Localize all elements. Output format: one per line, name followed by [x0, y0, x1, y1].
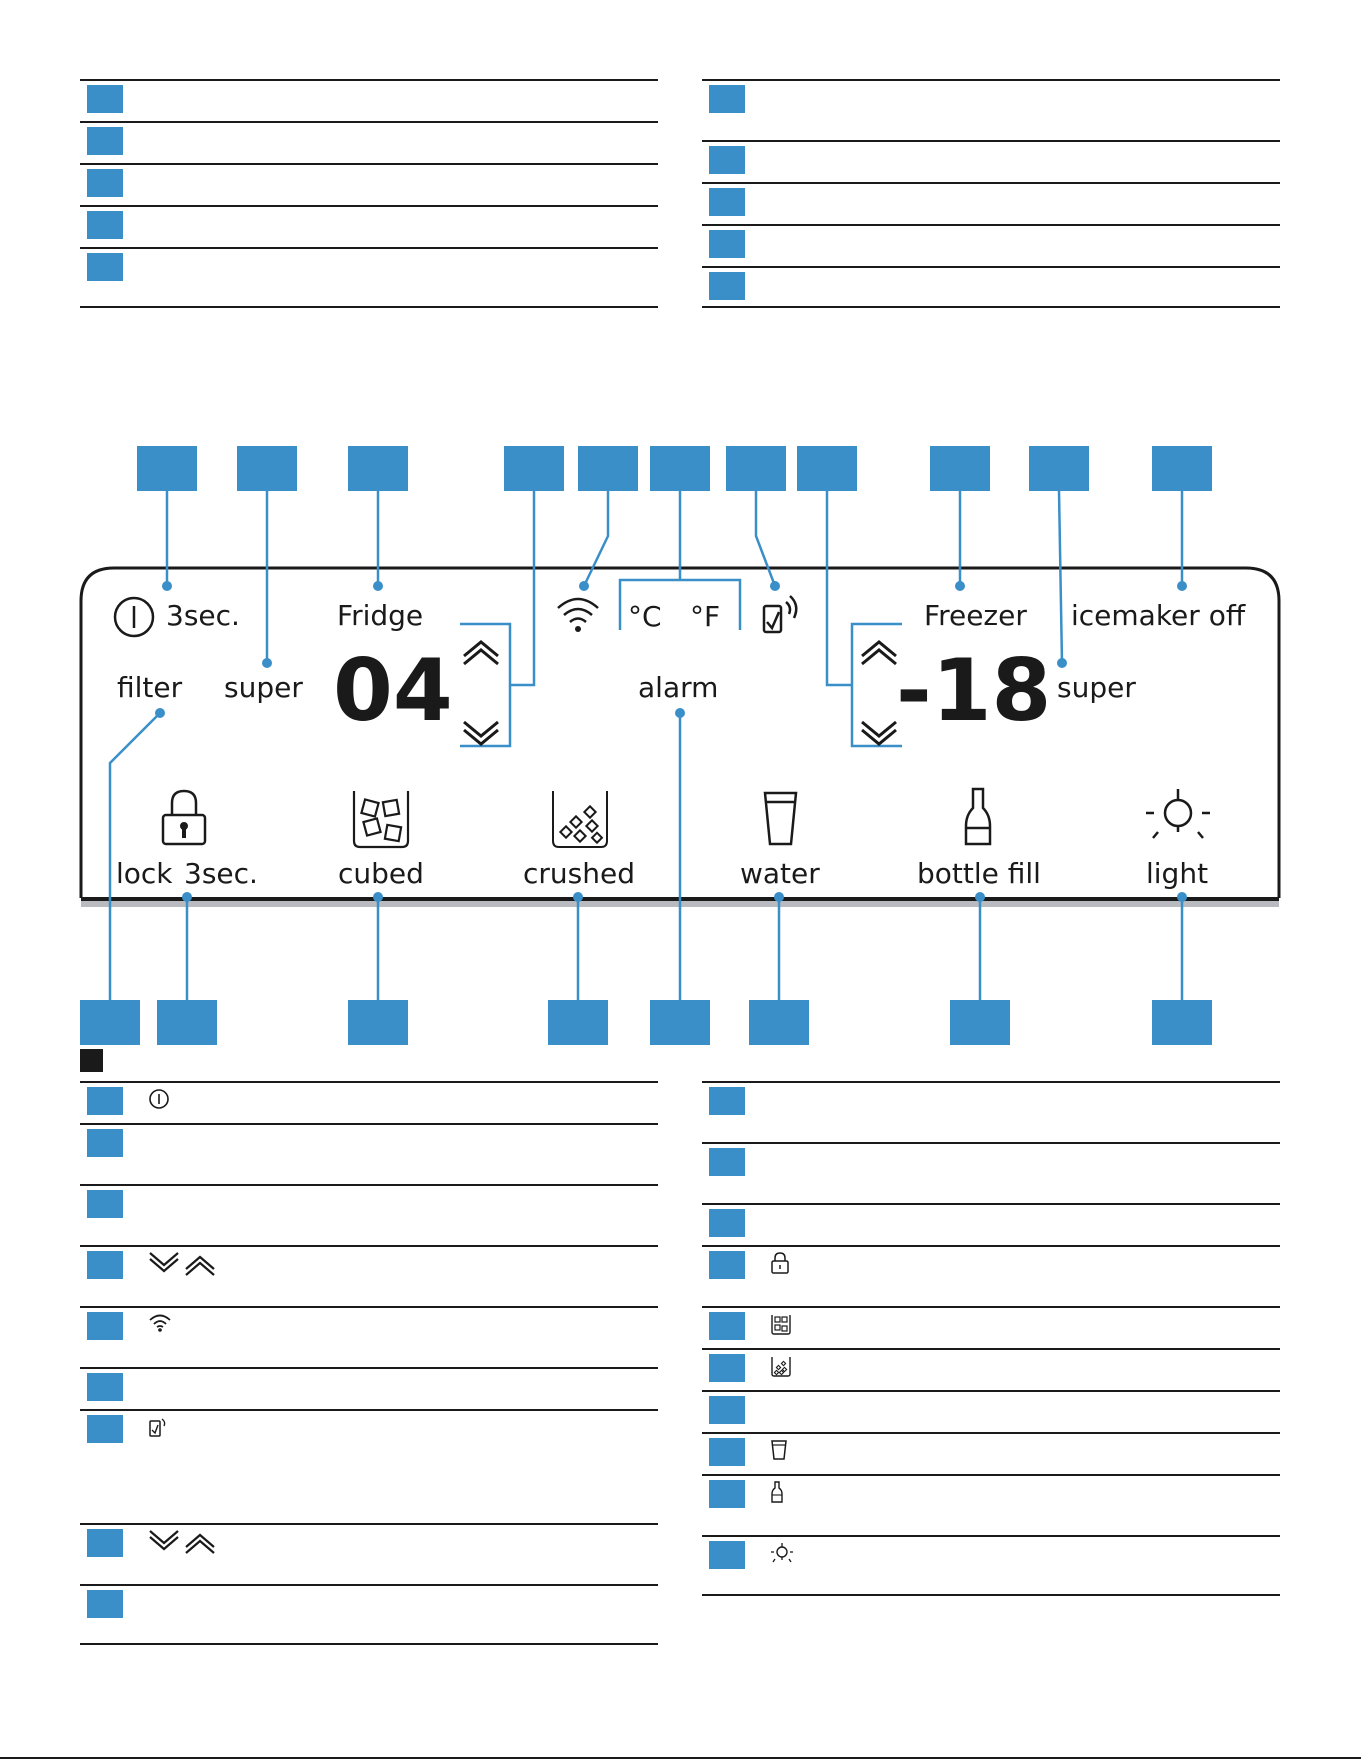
cubed-ice-icon	[770, 1313, 792, 1335]
callout-box	[1152, 446, 1212, 491]
table-row	[80, 1409, 658, 1523]
freezer-label: Freezer	[924, 599, 1027, 632]
bottle-icon	[966, 789, 990, 844]
callout-number-box	[87, 1312, 123, 1340]
callout-number-box	[709, 1087, 745, 1115]
freezer-temp-up-icon	[862, 642, 896, 664]
callout-number-box	[87, 1129, 123, 1157]
callout-box	[1029, 446, 1089, 491]
filter-label: filter	[117, 671, 183, 704]
lock-hold-label: 3sec.	[184, 857, 258, 890]
power-icon	[148, 1088, 170, 1110]
cubed-ice-icon	[354, 791, 408, 847]
callout-box	[650, 446, 710, 491]
bottom-right-table	[702, 1081, 1280, 1596]
callout-number-box	[87, 1087, 123, 1115]
keyhole-slot	[182, 828, 186, 838]
callout-number-box	[709, 1209, 745, 1237]
power-hold-label: 3sec.	[166, 599, 240, 632]
table-row	[80, 1184, 658, 1245]
chevron-up-down-icon	[148, 1530, 218, 1554]
page-bottom-rule	[0, 1757, 1361, 1759]
bottle-fill-label: bottle fill	[917, 857, 1041, 890]
callout-box	[548, 1000, 608, 1045]
callout-box	[137, 446, 197, 491]
callout-number-box	[709, 1541, 745, 1569]
light-label: light	[1146, 857, 1209, 890]
table-row	[702, 1474, 1280, 1535]
lock-label: lock	[116, 857, 173, 890]
chevron-up-down-icon	[148, 1252, 218, 1276]
crushed-label: crushed	[523, 857, 635, 890]
wifi-icon	[558, 599, 598, 622]
table-row	[80, 1306, 658, 1367]
callout-number-box	[87, 1190, 123, 1218]
water-label: water	[740, 857, 820, 890]
callout-number-box	[709, 1148, 745, 1176]
table-row	[702, 1306, 1280, 1348]
callout-number-box	[709, 1354, 745, 1382]
table-row	[702, 1535, 1280, 1596]
bottom-callouts	[80, 1000, 1212, 1045]
callout-number-box	[709, 1438, 745, 1466]
table-row	[80, 1245, 658, 1306]
callout-box	[348, 446, 408, 491]
table-row	[702, 1081, 1280, 1142]
leader-dots	[155, 581, 1187, 902]
cubed-label: cubed	[338, 857, 424, 890]
callout-box	[578, 446, 638, 491]
table-row	[80, 1123, 658, 1184]
callout-number-box	[709, 1480, 745, 1508]
crushed-ice-icon	[770, 1355, 792, 1377]
table-row	[702, 1432, 1280, 1474]
table-row	[702, 1390, 1280, 1432]
light-bulb-icon	[770, 1542, 794, 1564]
fridge-label: Fridge	[337, 599, 424, 632]
callout-box	[80, 1000, 140, 1045]
callout-box	[348, 1000, 408, 1045]
crushed-ice-icon	[553, 791, 607, 847]
wifi-dot	[575, 626, 581, 632]
water-glass-icon	[765, 793, 796, 844]
callout-box	[749, 1000, 809, 1045]
super-fridge-label: super	[224, 671, 303, 704]
table-row	[702, 1348, 1280, 1390]
callout-number-box	[709, 1396, 745, 1424]
wifi-icon	[148, 1313, 172, 1333]
light-bulb-icon	[1146, 789, 1210, 838]
water-glass-icon	[770, 1439, 788, 1461]
power-icon	[115, 598, 153, 636]
table-row	[80, 1584, 658, 1645]
top-callouts	[137, 446, 1212, 491]
table-row	[80, 1367, 658, 1409]
icemaker-off-label: icemaker off	[1071, 599, 1246, 632]
bottom-left-table	[80, 1081, 658, 1645]
phone-connect-icon	[764, 596, 796, 632]
table-row	[702, 1142, 1280, 1203]
fridge-temp-up-icon	[464, 642, 498, 664]
table-row	[702, 1245, 1280, 1306]
phone-connect-icon	[148, 1416, 170, 1438]
callout-number-box	[87, 1415, 123, 1443]
callout-box	[797, 446, 857, 491]
callout-box	[157, 1000, 217, 1045]
callout-box	[650, 1000, 710, 1045]
callout-number-box	[87, 1251, 123, 1279]
callout-box	[237, 446, 297, 491]
callout-box	[930, 446, 990, 491]
fridge-temp-down-icon	[464, 722, 498, 744]
callout-number-box	[87, 1590, 123, 1618]
bottle-icon	[770, 1481, 784, 1503]
callout-number-box	[709, 1312, 745, 1340]
callout-box	[726, 446, 786, 491]
freezer-temp-down-icon	[862, 722, 896, 744]
callout-box	[504, 446, 564, 491]
table-row	[80, 1523, 658, 1584]
table-row	[702, 1203, 1280, 1245]
padlock-icon	[770, 1252, 790, 1274]
callout-number-box	[709, 1251, 745, 1279]
celsius-unit: °C	[628, 600, 662, 633]
table-row	[80, 1081, 658, 1123]
callout-number-box	[87, 1529, 123, 1557]
freezer-temperature-display: -18	[896, 641, 1052, 741]
callout-number-box	[87, 1373, 123, 1401]
alarm-label: alarm	[638, 671, 719, 704]
fridge-temperature-display: 04	[333, 641, 453, 741]
super-freezer-label: super	[1057, 671, 1136, 704]
section-marker	[80, 1049, 103, 1072]
fahrenheit-unit: °F	[690, 600, 721, 633]
callout-box	[1152, 1000, 1212, 1045]
callout-box	[950, 1000, 1010, 1045]
